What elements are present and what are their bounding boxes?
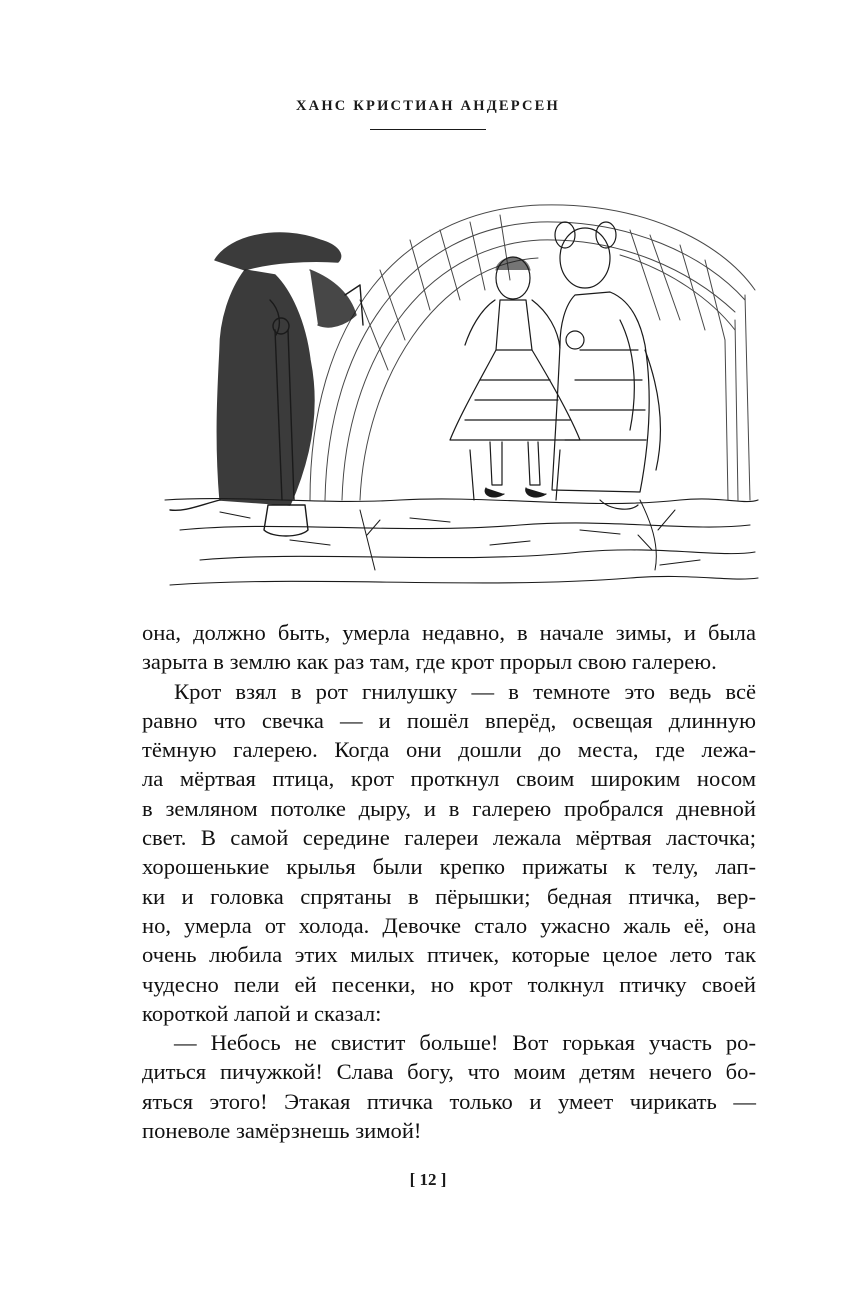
text-line: — Небось не свистит больше! Вот горькая участь ро- [174, 1030, 756, 1056]
text-line: очень любила этих милых птичек, которые целое лето так [142, 942, 756, 968]
text-line: свет. В самой середине галереи лежала мёртвая ласточка; [142, 825, 756, 851]
text-line: короткой лапой и сказал: [142, 1000, 382, 1026]
mole-figure [170, 233, 363, 536]
tunnel-hatching [310, 205, 755, 500]
ground [165, 499, 758, 585]
text-line: чудесно пели ей песенки, но крот толкнул птичку своей [142, 971, 756, 997]
text-line: ла мёртвая птица, крот проткнул своим широким носом [142, 766, 756, 792]
text-line: зарыта в землю как раз там, где крот прорыл свою галерею. [142, 649, 717, 675]
illustration [160, 200, 760, 590]
text-line: но, умерла от холода. Девочке стало ужасно жаль её, она [142, 912, 756, 938]
mouse-figure [552, 222, 660, 509]
text-line: хорошенькие крылья были крепко прижаты к телу, лап- [142, 854, 756, 880]
girl-figure [450, 257, 580, 500]
text-line: в земляном потолке дыру, и в галерею пробрался дневной [142, 795, 756, 821]
text-line: тёмную галерею. Когда они дошли до места, где лежа- [142, 737, 756, 763]
foreground-plants [360, 500, 675, 570]
text-line: поневоле замёрзнешь зимой! [142, 1118, 422, 1144]
text-line: Крот взял в рот гнилушку — в темноте это ведь всё [174, 678, 756, 704]
text-line: ки и головка спрятаны в пёрышки; бедная птичка, вер- [142, 883, 756, 909]
text-line: диться пичужкой! Слава богу, что моим детям нечего бо- [142, 1059, 756, 1085]
running-head: ХАНС КРИСТИАН АНДЕРСЕН [295, 98, 561, 114]
running-head-rule [370, 129, 486, 130]
text-line: равно что свечка — и пошёл вперёд, освещая длинную [142, 707, 756, 733]
page-number: [ 12 ] [409, 1170, 447, 1189]
body-text [142, 618, 756, 1145]
text-line: яться этого! Этакая птичка только и умеет чирикать — [142, 1088, 756, 1114]
text-line: она, должно быть, умерла недавно, в начале зимы, и была [142, 620, 756, 645]
